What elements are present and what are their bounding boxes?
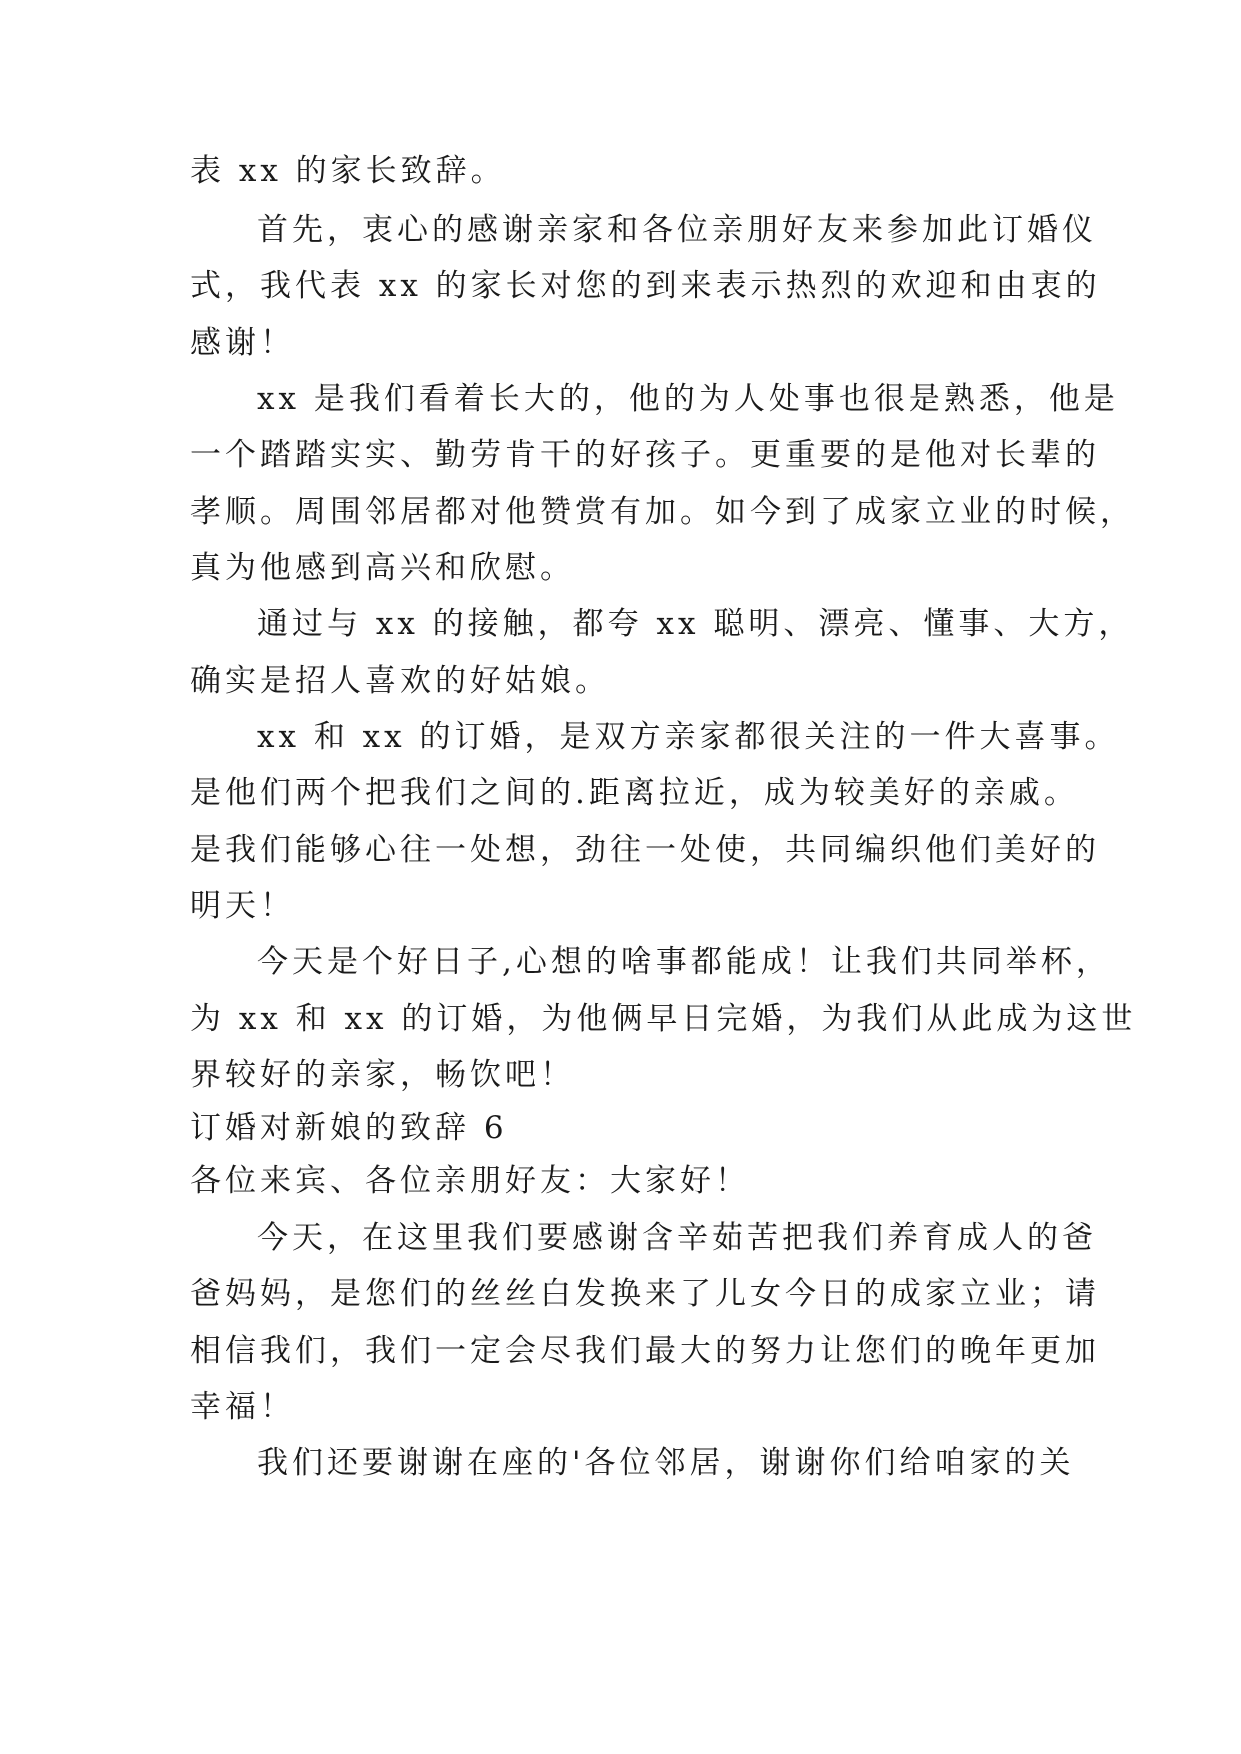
text-line: 式，我代表 xx 的家长对您的到来表示热烈的欢迎和由衷的 bbox=[190, 268, 1101, 304]
paragraph-first-line: 我们还要谢谢在座的'各位邻居，谢谢你们给咱家的关 bbox=[257, 1445, 1075, 1481]
text-line: 爸妈妈，是您们的丝丝白发换来了儿女今日的成家立业；请 bbox=[190, 1276, 1100, 1312]
text-line: 界较好的亲家，畅饮吧！ bbox=[190, 1057, 575, 1093]
paragraph-first-line: xx 是我们看着长大的，他的为人处事也很是熟悉，他是 bbox=[257, 381, 1119, 417]
text-line: 相信我们，我们一定会尽我们最大的努力让您们的晚年更加 bbox=[190, 1333, 1100, 1369]
paragraph-first-line: 今天是个好日子,心想的啥事都能成！让我们共同举杯， bbox=[257, 944, 1111, 980]
paragraph-first-line: 首先，衷心的感谢亲家和各位亲朋好友来参加此订婚仪 bbox=[257, 212, 1097, 248]
text-line: 一个踏踏实实、勤劳肯干的好孩子。更重要的是他对长辈的 bbox=[190, 437, 1100, 473]
text-line: 感谢！ bbox=[190, 325, 295, 361]
salutation: 各位来宾、各位亲朋好友：大家好！ bbox=[190, 1163, 750, 1199]
section-heading: 订婚对新娘的致辞 6 bbox=[190, 1110, 508, 1146]
text-line: 是他们两个把我们之间的.距离拉近，成为较美好的亲戚。 bbox=[190, 775, 1079, 811]
paragraph-first-line: 今天，在这里我们要感谢含辛茹苦把我们养育成人的爸 bbox=[257, 1220, 1097, 1256]
text-line: 真为他感到高兴和欣慰。 bbox=[190, 550, 575, 586]
paragraph-first-line: 通过与 xx 的接触，都夸 xx 聪明、漂亮、懂事、大方， bbox=[257, 606, 1134, 642]
text-line: 明天！ bbox=[190, 888, 295, 924]
paragraph-first-line: xx 和 xx 的订婚，是双方亲家都很关注的一件大喜事。 bbox=[257, 719, 1120, 755]
text-line: 为 xx 和 xx 的订婚，为他俩早日完婚，为我们从此成为这世 bbox=[190, 1001, 1137, 1037]
text-line: 幸福！ bbox=[190, 1389, 295, 1425]
text-line: 表 xx 的家长致辞。 bbox=[190, 153, 506, 189]
text-line: 孝顺。周围邻居都对他赞赏有加。如今到了成家立业的时候， bbox=[190, 494, 1135, 530]
text-line: 是我们能够心往一处想，劲往一处使，共同编织他们美好的 bbox=[190, 832, 1100, 868]
text-line: 确实是招人喜欢的好姑娘。 bbox=[190, 663, 610, 699]
